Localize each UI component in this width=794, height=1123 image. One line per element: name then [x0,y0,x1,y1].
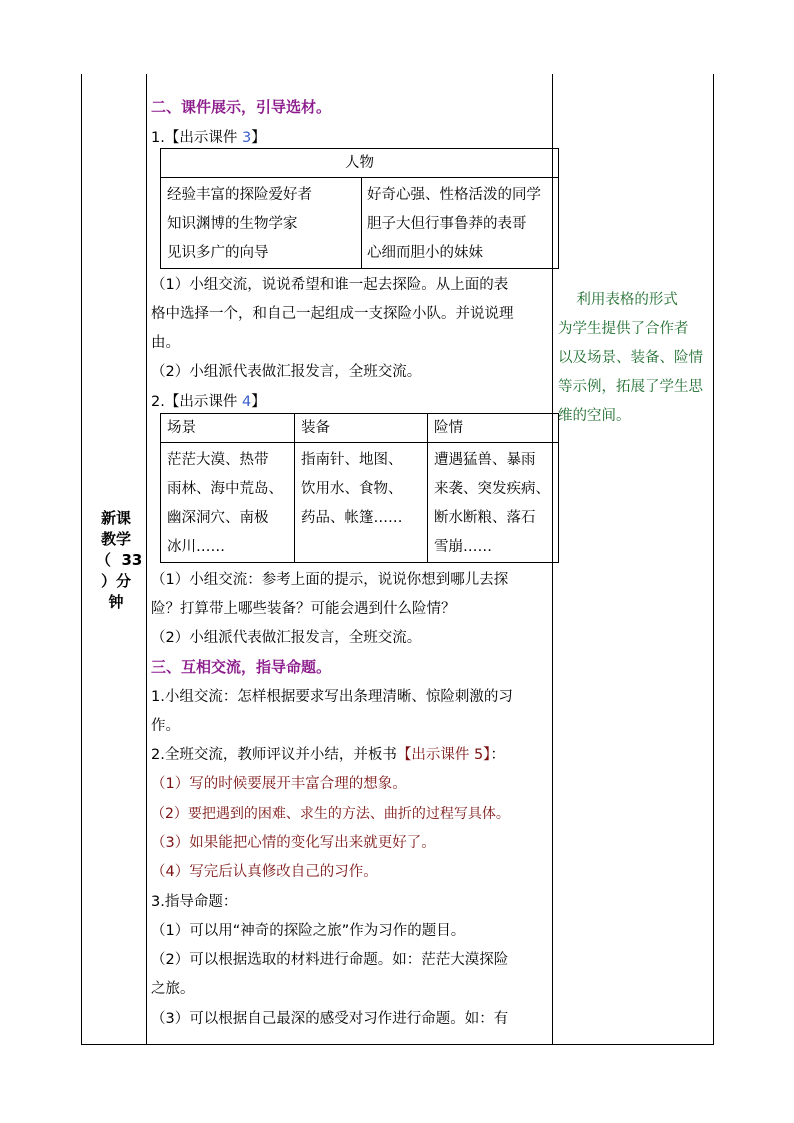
characters-left-cell [161,178,362,269]
writing-point [151,833,436,853]
paragraph-line: 格中选择一个，和自己一起组成一支探险小队。并说说理 [151,306,514,322]
design-note [558,286,712,431]
point-text: 如果能把心情的变化写出来就更好了。 [189,835,436,851]
courseware-number: 4 [241,394,252,410]
writing-point [151,862,378,882]
cell-line: 来袭、突发疾病、 [434,481,550,497]
courseware-4-line [151,392,266,412]
table-header-equipment: 装备 [295,414,428,443]
point-text: 要把遇到的困难、求生的方法、曲折的过程写具体。 [187,806,510,822]
paragraph-line: 3.指导命题： [151,894,238,910]
paragraph-line: 险？打算带上哪些装备？可能会遇到什么险情？ [151,601,456,617]
courseware-highlight: 【出示课件 5】 [396,747,491,763]
stage-label-line: ）分 [100,572,131,590]
note-line: 为学生提供了合作者 [558,321,689,337]
character-item: 知识渊博的生物学家 [167,216,298,232]
writing-point [151,804,510,824]
paragraph-line: （2）小组派代表做汇报发言，全班交流。 [151,364,422,380]
courseware-5-line [151,745,505,765]
cell-line: 雨林、海中荒岛、 [167,481,283,497]
cell-line: 幽深洞穴、南极 [167,510,269,526]
character-item: 经验丰富的探险爱好者 [167,187,312,203]
cell-line: 指南针、地图、 [301,452,403,468]
writing-point [151,774,407,794]
point-number: （1） [151,776,190,792]
note-line: 等示例，拓展了学生思 [558,379,703,395]
danger-cell [428,443,559,563]
courseware-suffix: 】 [251,130,266,146]
paragraph-line: （2）可以根据选取的材料进行命题。如：茫茫大漠探险 [151,952,509,968]
cell-line: 茫茫大漠、热带 [167,452,269,468]
paragraph-line: （1）小组交流，说说希望和谁一起去探险。从上面的表 [151,277,509,293]
note-line: 利用表格的形式 [558,292,678,308]
scene-cell [161,443,295,563]
section3-heading: 三、互相交流，指导命题。 [151,658,332,676]
characters-table-header: 人物 [161,149,559,178]
courseware-number: 3 [241,130,252,146]
stage-label [96,508,143,613]
summary-prefix: 2.全班交流，教师评议并小结，并板书 [151,747,397,763]
character-item: 胆子大但行事鲁莽的表哥 [367,216,527,232]
characters-right-cell [362,178,559,269]
character-item: 见识多广的向导 [167,245,269,261]
character-item: 心细而胆小的妹妹 [367,245,483,261]
paragraph-line: （1）可以用“神奇的探险之旅”作为习作的题目。 [151,923,466,939]
stage-label-line: （ 33 [96,551,143,569]
characters-table [160,148,559,269]
note-line: 维的空间。 [558,408,631,424]
stage-label-line: 新课 [100,509,131,527]
courseware-prefix: 2.【出示课件 [151,394,242,410]
cell-line: 冰川…… [167,539,225,555]
courseware-3-line [151,128,266,148]
note-line: 以及场景、装备、险情 [558,350,703,366]
paragraph-line: 作。 [151,718,180,734]
summary-suffix: ： [490,747,505,763]
paragraph-line: （1）小组交流：参考上面的提示，说说你想到哪儿去探 [151,572,509,588]
table-header-danger: 险情 [428,414,559,443]
paragraph-line: （3）可以根据自己最深的感受对习作进行命题。如：有 [151,1011,509,1027]
cell-line: 药品、帐篷…… [301,510,403,526]
paragraph-line: 之旅。 [151,981,195,997]
point-number: （3） [151,835,190,851]
cell-line: 雪崩…… [434,539,492,555]
paragraph-line: 1.小组交流：怎样根据要求写出条理清晰、惊险刺激的习 [151,689,513,705]
column-divider-left [146,74,147,1044]
point-number: （2） [151,806,188,822]
cell-line: 遭遇猛兽、暴雨 [434,452,536,468]
section2-heading: 二、课件展示，引导选材。 [151,98,332,116]
courseware-prefix: 1.【出示课件 [151,130,242,146]
stage-label-line: 教学 [100,530,131,548]
cell-line: 饮用水、食物、 [301,481,403,497]
character-item: 好奇心强、性格活泼的同学 [367,187,541,203]
courseware-suffix: 】 [251,394,266,410]
point-text: 写的时候要展开丰富合理的想象。 [189,776,407,792]
paragraph-line: （2）小组派代表做汇报发言，全班交流。 [151,630,422,646]
equipment-cell [295,443,428,563]
point-number: （4） [151,864,190,880]
scene-equipment-danger-table [160,413,559,563]
point-text: 写完后认真修改自己的习作。 [189,864,378,880]
cell-line: 断水断粮、落石 [434,510,536,526]
paragraph-line: 由。 [151,335,180,351]
stage-label-line: 钟 [108,593,124,611]
table-header-scene: 场景 [161,414,295,443]
